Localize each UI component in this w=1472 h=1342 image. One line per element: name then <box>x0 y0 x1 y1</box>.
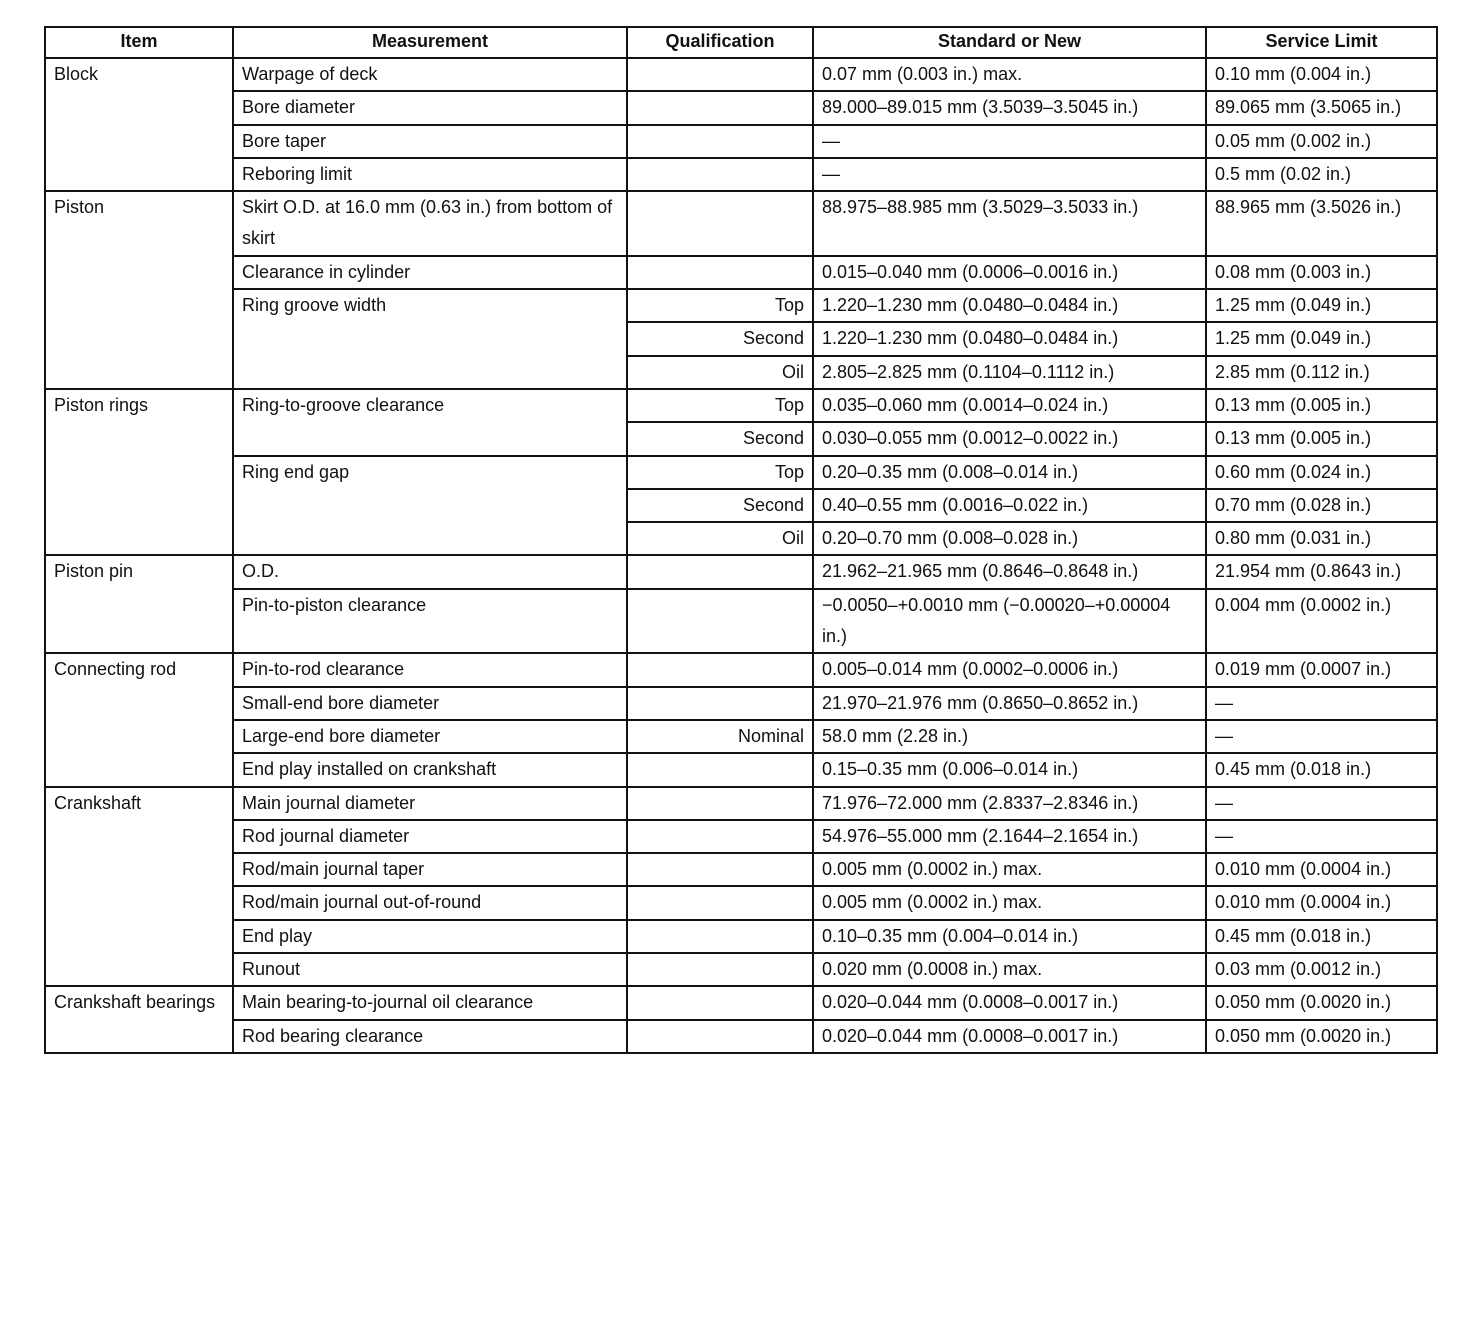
table-row <box>45 920 1437 953</box>
table-row <box>45 191 1437 256</box>
standard-cell: — <box>813 158 1206 191</box>
service-limit-cell: 0.010 mm (0.0004 in.) <box>1206 886 1437 919</box>
qualification-cell <box>627 920 813 953</box>
standard-cell: 21.970–21.976 mm (0.8650–0.8652 in.) <box>813 687 1206 720</box>
standard-cell: 0.015–0.040 mm (0.0006–0.0016 in.) <box>813 256 1206 289</box>
standard-cell: 1.220–1.230 mm (0.0480–0.0484 in.) <box>813 289 1206 322</box>
table-row <box>45 787 1437 820</box>
engine-spec-table <box>44 26 1438 1054</box>
table-row <box>45 653 1437 686</box>
service-limit-cell: 89.065 mm (3.5065 in.) <box>1206 91 1437 124</box>
header-standard: Standard or New <box>813 27 1206 58</box>
service-limit-cell: — <box>1206 820 1437 853</box>
qualification-cell <box>627 687 813 720</box>
qualification-cell <box>627 886 813 919</box>
table-row <box>45 753 1437 786</box>
qualification-cell: Second <box>627 489 813 522</box>
service-limit-cell: 0.45 mm (0.018 in.) <box>1206 920 1437 953</box>
standard-cell: 0.020 mm (0.0008 in.) max. <box>813 953 1206 986</box>
measurement-cell: End play installed on crankshaft <box>233 753 627 786</box>
header-service-limit: Service Limit <box>1206 27 1437 58</box>
standard-cell: 0.15–0.35 mm (0.006–0.014 in.) <box>813 753 1206 786</box>
table-row <box>45 720 1437 753</box>
standard-cell: — <box>813 125 1206 158</box>
standard-cell: 0.030–0.055 mm (0.0012–0.0022 in.) <box>813 422 1206 455</box>
measurement-cell: Bore taper <box>233 125 627 158</box>
service-limit-cell: 0.13 mm (0.005 in.) <box>1206 389 1437 422</box>
service-limit-cell: 0.010 mm (0.0004 in.) <box>1206 853 1437 886</box>
qualification-cell <box>627 1020 813 1053</box>
item-cell: Crankshaft bearings <box>45 986 233 1053</box>
measurement-cell: Warpage of deck <box>233 58 627 91</box>
measurement-cell: Rod journal diameter <box>233 820 627 853</box>
table-row <box>45 555 1437 588</box>
service-limit-cell: — <box>1206 720 1437 753</box>
service-limit-cell: 0.60 mm (0.024 in.) <box>1206 456 1437 489</box>
qualification-cell <box>627 555 813 588</box>
table-row <box>45 91 1437 124</box>
standard-cell: 88.975–88.985 mm (3.5029–3.5033 in.) <box>813 191 1206 256</box>
qualification-cell <box>627 653 813 686</box>
service-limit-cell: 0.45 mm (0.018 in.) <box>1206 753 1437 786</box>
qualification-cell: Top <box>627 289 813 322</box>
standard-cell: 71.976–72.000 mm (2.8337–2.8346 in.) <box>813 787 1206 820</box>
table-row <box>45 389 1437 422</box>
standard-cell: 0.005–0.014 mm (0.0002–0.0006 in.) <box>813 653 1206 686</box>
measurement-cell: Runout <box>233 953 627 986</box>
table-row <box>45 58 1437 91</box>
table-row <box>45 456 1437 489</box>
service-limit-cell: 0.019 mm (0.0007 in.) <box>1206 653 1437 686</box>
qualification-cell <box>627 953 813 986</box>
qualification-cell: Top <box>627 456 813 489</box>
table-row <box>45 853 1437 886</box>
standard-cell: 0.40–0.55 mm (0.0016–0.022 in.) <box>813 489 1206 522</box>
measurement-cell: Ring groove width <box>233 289 627 389</box>
service-limit-cell: — <box>1206 687 1437 720</box>
qualification-cell: Top <box>627 389 813 422</box>
table-row <box>45 953 1437 986</box>
service-limit-cell: 0.5 mm (0.02 in.) <box>1206 158 1437 191</box>
item-cell: Piston rings <box>45 389 233 555</box>
measurement-cell: Ring end gap <box>233 456 627 556</box>
measurement-cell: End play <box>233 920 627 953</box>
table-row <box>45 820 1437 853</box>
standard-cell: 0.035–0.060 mm (0.0014–0.024 in.) <box>813 389 1206 422</box>
qualification-cell: Oil <box>627 522 813 555</box>
standard-cell: −0.0050–+0.0010 mm (−0.00020–+0.00004 in.) <box>813 589 1206 654</box>
measurement-cell: Rod/main journal taper <box>233 853 627 886</box>
measurement-cell: Small-end bore diameter <box>233 687 627 720</box>
service-limit-cell: 0.10 mm (0.004 in.) <box>1206 58 1437 91</box>
measurement-cell: Clearance in cylinder <box>233 256 627 289</box>
standard-cell: 1.220–1.230 mm (0.0480–0.0484 in.) <box>813 322 1206 355</box>
header-item: Item <box>45 27 233 58</box>
standard-cell: 0.07 mm (0.003 in.) max. <box>813 58 1206 91</box>
service-limit-cell: 0.050 mm (0.0020 in.) <box>1206 1020 1437 1053</box>
measurement-cell: O.D. <box>233 555 627 588</box>
standard-cell: 89.000–89.015 mm (3.5039–3.5045 in.) <box>813 91 1206 124</box>
table-row <box>45 1020 1437 1053</box>
measurement-cell: Rod bearing clearance <box>233 1020 627 1053</box>
standard-cell: 0.20–0.70 mm (0.008–0.028 in.) <box>813 522 1206 555</box>
service-limit-cell: 0.03 mm (0.0012 in.) <box>1206 953 1437 986</box>
standard-cell: 0.20–0.35 mm (0.008–0.014 in.) <box>813 456 1206 489</box>
qualification-cell <box>627 125 813 158</box>
table-row <box>45 986 1437 1019</box>
standard-cell: 0.020–0.044 mm (0.0008–0.0017 in.) <box>813 1020 1206 1053</box>
table-row <box>45 687 1437 720</box>
service-limit-cell: 0.050 mm (0.0020 in.) <box>1206 986 1437 1019</box>
qualification-cell <box>627 256 813 289</box>
measurement-cell: Pin-to-piston clearance <box>233 589 627 654</box>
item-cell: Connecting rod <box>45 653 233 786</box>
qualification-cell <box>627 820 813 853</box>
qualification-cell <box>627 58 813 91</box>
standard-cell: 2.805–2.825 mm (0.1104–0.1112 in.) <box>813 356 1206 389</box>
header-qualification: Qualification <box>627 27 813 58</box>
measurement-cell: Pin-to-rod clearance <box>233 653 627 686</box>
standard-cell: 0.005 mm (0.0002 in.) max. <box>813 853 1206 886</box>
service-limit-cell: 0.05 mm (0.002 in.) <box>1206 125 1437 158</box>
qualification-cell: Second <box>627 422 813 455</box>
measurement-cell: Skirt O.D. at 16.0 mm (0.63 in.) from bottom of skirt <box>233 191 627 256</box>
item-cell: Crankshaft <box>45 787 233 987</box>
measurement-cell: Large-end bore diameter <box>233 720 627 753</box>
qualification-cell <box>627 787 813 820</box>
qualification-cell <box>627 589 813 654</box>
spec-table-container <box>44 26 1436 1054</box>
standard-cell: 0.005 mm (0.0002 in.) max. <box>813 886 1206 919</box>
service-limit-cell: 0.70 mm (0.028 in.) <box>1206 489 1437 522</box>
standard-cell: 0.10–0.35 mm (0.004–0.014 in.) <box>813 920 1206 953</box>
service-limit-cell: 1.25 mm (0.049 in.) <box>1206 289 1437 322</box>
measurement-cell: Main bearing-to-journal oil clearance <box>233 986 627 1019</box>
header-row <box>45 27 1437 58</box>
qualification-cell <box>627 191 813 256</box>
service-limit-cell: 88.965 mm (3.5026 in.) <box>1206 191 1437 256</box>
service-limit-cell: 0.004 mm (0.0002 in.) <box>1206 589 1437 654</box>
measurement-cell: Bore diameter <box>233 91 627 124</box>
item-cell: Block <box>45 58 233 191</box>
header-measurement: Measurement <box>233 27 627 58</box>
standard-cell: 21.962–21.965 mm (0.8646–0.8648 in.) <box>813 555 1206 588</box>
qualification-cell <box>627 986 813 1019</box>
service-limit-cell: 0.13 mm (0.005 in.) <box>1206 422 1437 455</box>
item-cell: Piston pin <box>45 555 233 653</box>
table-row <box>45 589 1437 654</box>
measurement-cell: Main journal diameter <box>233 787 627 820</box>
qualification-cell <box>627 853 813 886</box>
measurement-cell: Ring-to-groove clearance <box>233 389 627 456</box>
item-cell: Piston <box>45 191 233 389</box>
service-limit-cell: 2.85 mm (0.112 in.) <box>1206 356 1437 389</box>
service-limit-cell: 0.08 mm (0.003 in.) <box>1206 256 1437 289</box>
standard-cell: 54.976–55.000 mm (2.1644–2.1654 in.) <box>813 820 1206 853</box>
standard-cell: 0.020–0.044 mm (0.0008–0.0017 in.) <box>813 986 1206 1019</box>
table-row <box>45 256 1437 289</box>
standard-cell: 58.0 mm (2.28 in.) <box>813 720 1206 753</box>
qualification-cell: Second <box>627 322 813 355</box>
service-limit-cell: 0.80 mm (0.031 in.) <box>1206 522 1437 555</box>
qualification-cell <box>627 158 813 191</box>
table-row <box>45 289 1437 322</box>
service-limit-cell: 21.954 mm (0.8643 in.) <box>1206 555 1437 588</box>
table-row <box>45 158 1437 191</box>
table-row <box>45 125 1437 158</box>
service-limit-cell: 1.25 mm (0.049 in.) <box>1206 322 1437 355</box>
table-row <box>45 886 1437 919</box>
measurement-cell: Reboring limit <box>233 158 627 191</box>
service-limit-cell: — <box>1206 787 1437 820</box>
qualification-cell <box>627 91 813 124</box>
qualification-cell: Oil <box>627 356 813 389</box>
measurement-cell: Rod/main journal out-of-round <box>233 886 627 919</box>
qualification-cell <box>627 753 813 786</box>
qualification-cell: Nominal <box>627 720 813 753</box>
